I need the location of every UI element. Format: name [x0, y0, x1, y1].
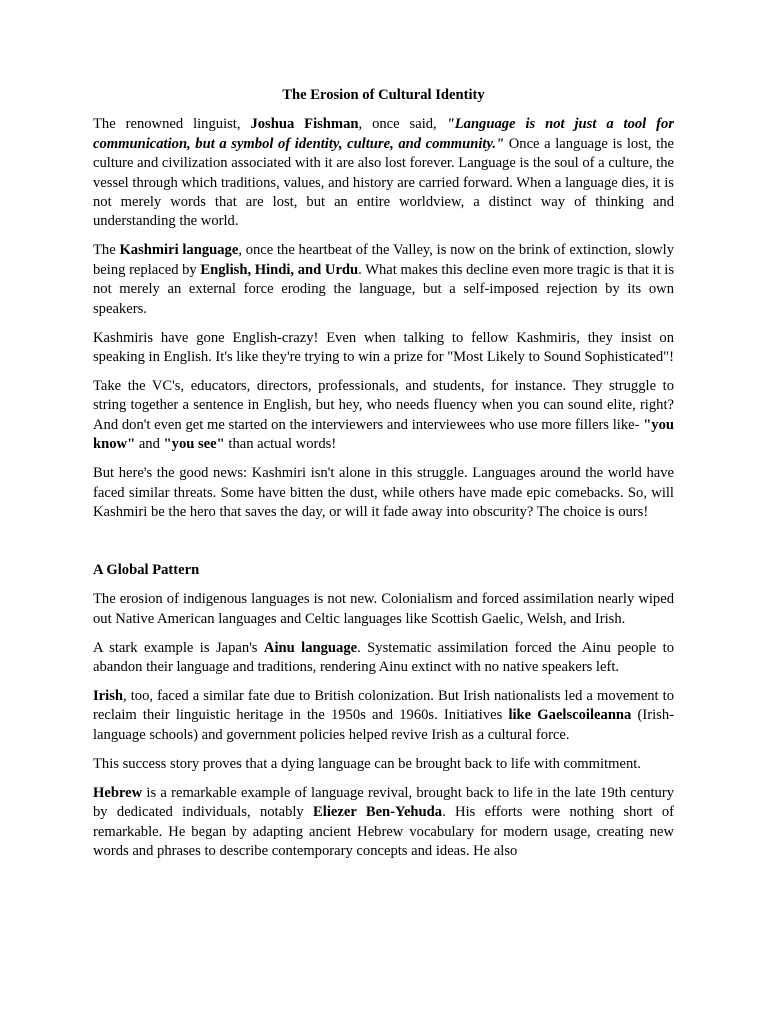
text-run: is a remarkable example of language revival, brought back to life in the late 19th century by dedicated individuals, notably — [93, 784, 674, 821]
section-spacer — [93, 532, 674, 561]
paragraph-english-crazy: Kashmiris have gone English-crazy! Even when talking to fellow Kashmiris, they insist on speaking in English. It's like they're trying to win a prize for "Most Likely to Sound Sophisticated"! — [93, 329, 674, 366]
paragraph-fillers — [93, 377, 674, 455]
bold-gaelscoileanna: like Gaelscoileanna — [508, 707, 632, 724]
text-run: , once said, — [358, 116, 447, 133]
text-run: A stark example is Japan's — [93, 639, 264, 656]
paragraph-indigenous-erosion: The erosion of indigenous languages is not new. Colonialism and forced assimilation nearly wiped out Native American languages and Celtic languages like Scottish Gaelic, Welsh, and Irish. — [93, 591, 674, 627]
text-run: . His efforts were nothing short of remarkable. He began by adapting ancient Hebrew vocabulary for modern usage, creating new words and phrases to describe contemporary concepts and ideas. He also — [93, 804, 675, 859]
paragraph-good-news: But here's the good news: Kashmiri isn't alone in this struggle. Languages around the world have faced similar threats. Some have bitten the dust, while others have made epic comebacks. So, will Kashmiri be the hero that saves the day, or will it fade away into obscurity? The choice is ours! — [93, 465, 674, 521]
document-page — [93, 86, 674, 871]
bold-irish: Irish — [93, 687, 124, 704]
bold-you-know: "you know" — [93, 416, 674, 453]
paragraph-success-story: This success story proves that a dying language can be brought back to life with commitment. — [93, 755, 641, 772]
section-heading-global-pattern: A Global Pattern — [93, 562, 200, 579]
text-run: , too, faced a similar fate due to British colonization. But Irish nationalists led a movement to reclaim their linguistic heritage in the 1950s and 1960s. Initiatives — [93, 687, 674, 724]
bold-name-fishman: Joshua Fishman — [250, 116, 359, 133]
bold-ainu-language: Ainu language — [263, 639, 358, 656]
text-run: . Systematic assimilation forced the Ainu people to abandon their language and traditions, rendering Ainu extinct with no native speakers left. — [93, 639, 674, 675]
text-run: . What makes this decline even more tragic is that it is not merely an external force eroding the language, but a self-imposed rejection by its own speakers. — [93, 261, 675, 317]
document-title: The Erosion of Cultural Identity — [282, 87, 485, 103]
bold-you-see: "you see" — [163, 436, 225, 453]
text-run: Take the VC's, educators, directors, professionals, and students, for instance. They struggle to string together a sentence in English, but hey, who needs fluency when you can sound elite, right? And don't even get me started on the interviewers and interviewees who use more fillers like- — [93, 378, 674, 433]
paragraph-ainu — [93, 639, 674, 678]
paragraph-irish — [93, 687, 674, 745]
bold-hebrew: Hebrew — [93, 784, 143, 801]
bold-kashmiri-language: Kashmiri language — [119, 242, 239, 259]
bold-ben-yehuda: Eliezer Ben-Yehuda — [313, 804, 443, 821]
paragraph-kashmiri-language — [93, 241, 674, 319]
paragraph-hebrew — [93, 784, 674, 862]
text-run: (Irish-language schools) and government policies helped revive Irish as a cultural force. — [93, 707, 674, 743]
text-run: Once a language is lost, the culture and civilization associated with it are also lost forever. Language is the soul of a culture, the vessel through which traditions, values, and history are carried forward. When a language dies, it is not merely words that are lost, but an entire worldview, a distinct way of thinking and understanding the world. — [93, 135, 674, 230]
text-run: and — [135, 436, 164, 453]
text-run: The renowned linguist, — [93, 116, 251, 133]
paragraph-fishman-quote — [93, 115, 674, 231]
text-run: The — [93, 242, 120, 259]
text-run: , once the heartbeat of the Valley, is now on the brink of extinction, slowly being replaced by — [93, 242, 674, 278]
text-run: than actual words! — [224, 436, 337, 453]
bold-replacement-languages: English, Hindi, and Urdu — [200, 261, 359, 278]
quote-fishman: "Language is not just a tool for communication, but a symbol of identity, culture, and community." — [93, 116, 674, 152]
